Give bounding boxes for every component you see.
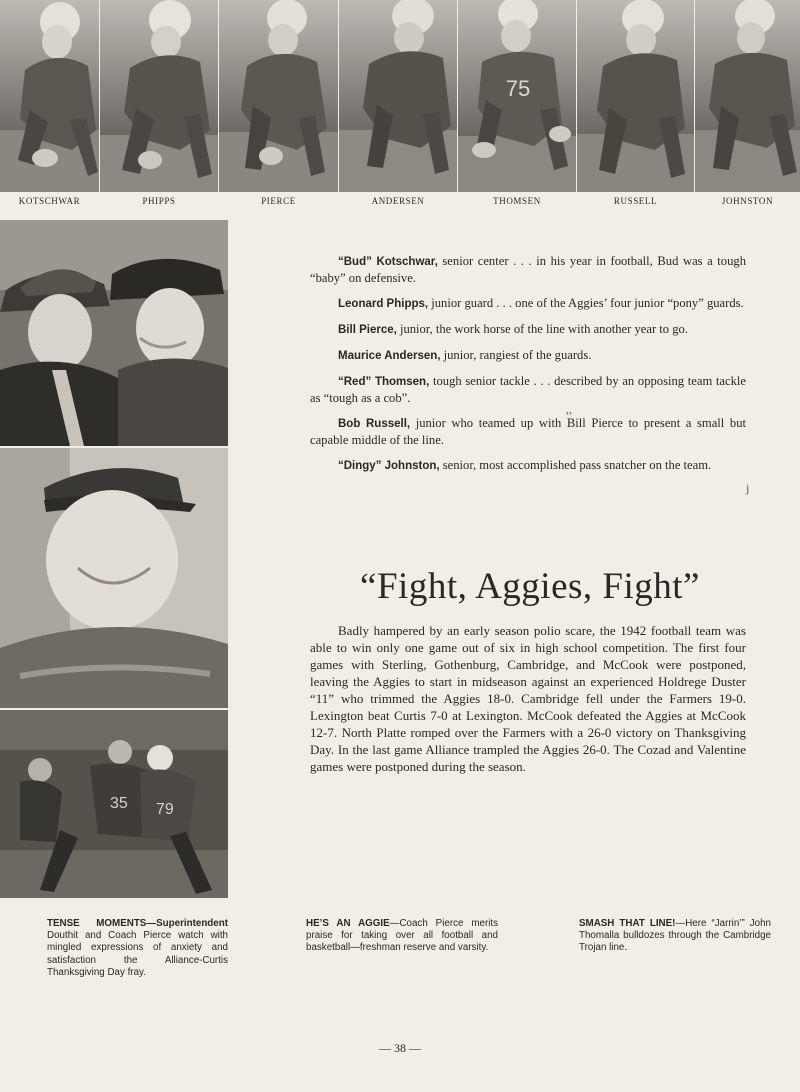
bio-phipps [310, 295, 746, 312]
player-photo-strip [0, 0, 800, 192]
caption-smash-that-line [579, 918, 771, 955]
action-jersey-left: 35 [110, 795, 128, 812]
thomsen-jersey-number: 75 [505, 76, 531, 101]
player-photo-thomsen [458, 0, 576, 192]
bio-name: “Dingy” Johnston, [338, 460, 440, 472]
bio-thomsen [310, 373, 746, 406]
bio-text: junior, the work horse of the line with another year to go. [396, 322, 688, 336]
player-photo-phipps [100, 0, 218, 192]
caption-lead: SMASH THAT LINE! [579, 918, 676, 929]
bio-name: Bob Russell, [338, 418, 411, 430]
bio-andersen [310, 347, 746, 364]
bio-johnston [310, 457, 746, 474]
player-name-phipps: PHIPPS [142, 196, 176, 206]
bio-text: junior, rangiest of the guards. [440, 348, 592, 362]
bio-text: tough senior tackle . . . described by an opposing team tackle as “tough as a cob”. [310, 374, 746, 405]
caption-lead: TENSE MOMENTS—Superintendent [47, 918, 228, 929]
headline: “Fight, Aggies, Fight” [360, 566, 700, 607]
stray-mark: j [746, 481, 750, 495]
bio-kotschwar [310, 253, 746, 286]
caption-hes-an-aggie [306, 918, 498, 955]
player-name-row [0, 196, 800, 216]
player-photo-pierce [219, 0, 338, 192]
bio-name: “Bud” Kotschwar, [338, 256, 438, 268]
caption-text: —Here “Jarrin’” John Thomalla bulldozes through the Cambridge Trojan line. [579, 918, 771, 954]
player-name-russell: RUSSELL [613, 196, 658, 206]
action-jersey-right: 79 [156, 801, 174, 818]
player-name-kotschwar: KOTSCHWAR [18, 196, 81, 206]
bio-text: senior, most accomplished pass snatcher on the team. [439, 458, 712, 472]
season-story: Badly hampered by an early season polio scare, the 1942 football team was able to win only one game out of six in high school competition. The first four games with Sterling, Gothenburg, Cambridge, and McCook were postponed, leaving the Aggies to start in midseason against an experienced Holdrege Duster “11” who trimmed the Aggies 18-0. Cambridge fell under the Farmers 19-0. Lexington beat Curtis 7-0 at Lexington. McCook defeated the Aggies at McCook 12-7. North Platte romped over the Farmers with a 26-0 victory on Thanksgiving Day. In the last game Alliance trampled the Aggies 26-0. The Cozad and Valentine games were postponed during the season. [310, 623, 746, 774]
bio-pierce [310, 321, 746, 338]
photo-coach-pierce [0, 448, 228, 708]
photo-game-action [0, 710, 228, 898]
page-number: — 38 — [379, 1041, 421, 1055]
player-bios [310, 253, 746, 483]
player-name-johnston: JOHNSTON [721, 196, 774, 206]
player-photo-russell [577, 0, 694, 192]
caption-text: Douthit and Coach Pierce watch with mingled expressions of anxiety and satisfaction the Alliance-Curtis Thanksgiving Day fray. [47, 930, 228, 978]
player-photo-johnston [695, 0, 800, 192]
bio-text: senior center . . . in his year in football, Bud was a tough “baby” on defensive. [310, 254, 746, 285]
bio-text: junior who teamed up with Bill Pierce to present a small but capable middle of the line. [310, 416, 746, 447]
caption-lead: HE’S AN AGGIE [306, 918, 390, 929]
player-photo-kotschwar [0, 0, 99, 192]
player-name-andersen: ANDERSEN [371, 196, 425, 206]
bio-text: junior guard . . . one of the Aggies’ four junior “pony” guards. [428, 296, 744, 310]
stray-mark: ,, [566, 402, 572, 416]
bio-name: Bill Pierce, [338, 324, 397, 336]
caption-tense-moments [47, 918, 228, 979]
caption-text: —Coach Pierce merits praise for taking over all football and basketball—freshman reserve and varsity. [306, 918, 498, 954]
player-name-pierce: PIERCE [261, 196, 296, 206]
bio-name: Maurice Andersen, [338, 350, 441, 362]
player-photo-andersen [339, 0, 457, 192]
player-name-thomsen: THOMSEN [493, 196, 541, 206]
bio-name: “Red” Thomsen, [338, 376, 430, 388]
bio-russell [310, 415, 746, 448]
bio-name: Leonard Phipps, [338, 298, 429, 310]
photo-spectators [0, 220, 228, 446]
